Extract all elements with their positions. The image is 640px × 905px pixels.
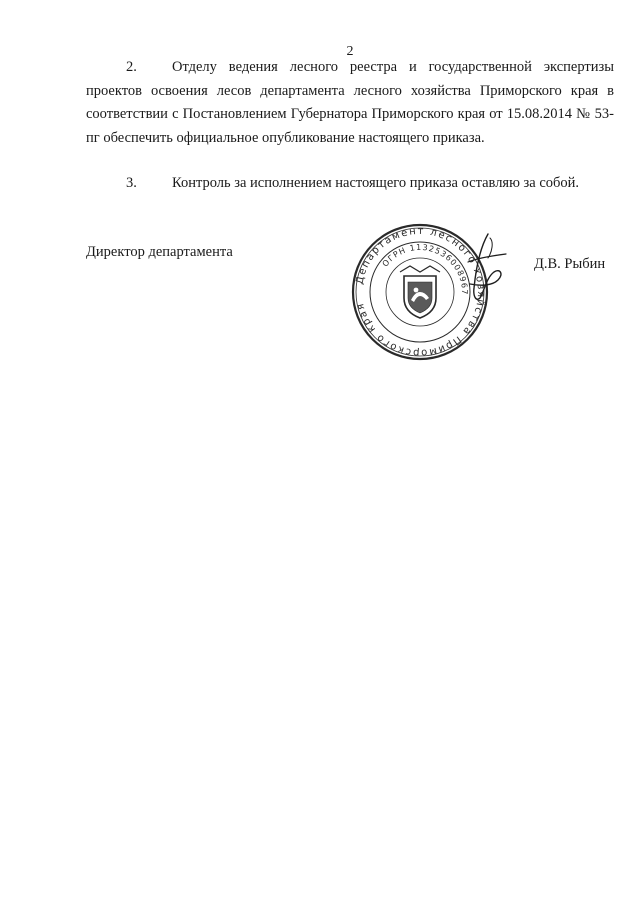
signer-position: Директор департамента — [86, 244, 233, 260]
item-number: 2. — [126, 59, 137, 75]
paragraph-item-2 — [86, 56, 614, 150]
page-number: 2 — [346, 44, 354, 59]
coat-of-arms-icon — [400, 266, 440, 318]
item-text: Контроль за исполнением настоящего приказа оставляю за собой. — [172, 175, 580, 191]
svg-text:ОГРН 1132536008967: ОГРН 1132536008967 — [380, 242, 470, 296]
handwritten-signature-icon — [450, 228, 510, 308]
svg-text:Департамент лесного хозяйства: Департамент лесного хозяйства Приморского края — [354, 225, 487, 359]
item-number: 3. — [126, 175, 137, 191]
paragraph-item-3 — [86, 172, 614, 196]
signer-name: Д.В. Рыбин — [534, 256, 606, 272]
item-text: Отделу ведения лесного реестра и государственной экспертизы проектов освоения лесов департамента лесного хозяйства Приморского края в соответствии с Постановлением Губернатора Приморского края от 15.08.2014 № 53-пг обеспечить официальное опубликование настоящего приказа. — [86, 59, 614, 146]
